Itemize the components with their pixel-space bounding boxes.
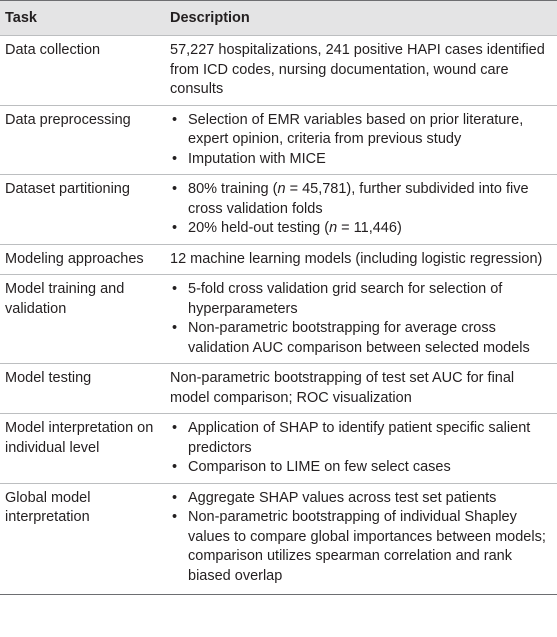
- bullet-list: [170, 419, 555, 478]
- header-task: Task: [0, 1, 169, 36]
- description-cell: Non-parametric bootstrapping of test set AUC for final model comparison; ROC visualization: [169, 364, 557, 414]
- table-row: [0, 244, 557, 275]
- bullet-item: • Application of SHAP to identify patient specific salient predictors: [170, 419, 555, 458]
- task-cell: Data preprocessing: [0, 105, 169, 175]
- task-cell: Dataset partitioning: [0, 175, 169, 245]
- table-row: [0, 105, 557, 175]
- description-cell: 57,227 hospitalizations, 241 positive HAPI cases identified from ICD codes, nursing documentation, wound care consults: [169, 36, 557, 106]
- n-symbol: n: [329, 220, 338, 236]
- bullet-item: • Imputation with MICE: [170, 150, 555, 170]
- bullet-item: • Non-parametric bootstrapping of individual Shapley values to compare global importances between models; comparison utilizes spearman correlation and rank biased overlap: [170, 508, 555, 586]
- task-cell: Model training and validation: [0, 275, 169, 364]
- description-cell: [169, 175, 557, 245]
- table-row: [0, 483, 557, 595]
- description-cell: [169, 275, 557, 364]
- bullet-text: = 11,446): [337, 220, 402, 236]
- bullet-list: [170, 489, 555, 587]
- bullet-item: • Aggregate SHAP values across test set patients: [170, 489, 555, 509]
- bullet-item: [170, 219, 555, 239]
- table-row: [0, 36, 557, 106]
- bullet-item: • Non-parametric bootstrapping for average cross validation AUC comparison between selected models: [170, 319, 555, 358]
- task-cell: Data collection: [0, 36, 169, 106]
- bullet-item: [170, 180, 555, 219]
- n-symbol: n: [277, 181, 286, 197]
- table-row: [0, 414, 557, 484]
- bullet-list: [170, 280, 555, 358]
- task-cell: Global model interpretation: [0, 483, 169, 595]
- description-cell: [169, 105, 557, 175]
- header-description: Description: [169, 1, 557, 36]
- table-row: [0, 175, 557, 245]
- bullet-list: [170, 180, 555, 239]
- bullet-item: • 5-fold cross validation grid search for selection of hyperparameters: [170, 280, 555, 319]
- task-cell: Modeling approaches: [0, 244, 169, 275]
- description-cell: [169, 414, 557, 484]
- bullet-list: [170, 111, 555, 170]
- table-row: [0, 275, 557, 364]
- bullet-item: • Comparison to LIME on few select cases: [170, 458, 555, 478]
- bullet-text: = 45,781), further subdivided into five cross validation folds: [188, 181, 529, 217]
- task-cell: Model testing: [0, 364, 169, 414]
- bullet-item: • Selection of EMR variables based on prior literature, expert opinion, criteria from previous study: [170, 111, 555, 150]
- description-cell: [169, 483, 557, 595]
- bullet-text: 20% held-out testing (: [188, 220, 330, 236]
- description-cell: 12 machine learning models (including logistic regression): [169, 244, 557, 275]
- table-row: [0, 364, 557, 414]
- bullet-text: 80% training (: [188, 181, 278, 197]
- task-cell: Model interpretation on individual level: [0, 414, 169, 484]
- header-row: [0, 1, 557, 36]
